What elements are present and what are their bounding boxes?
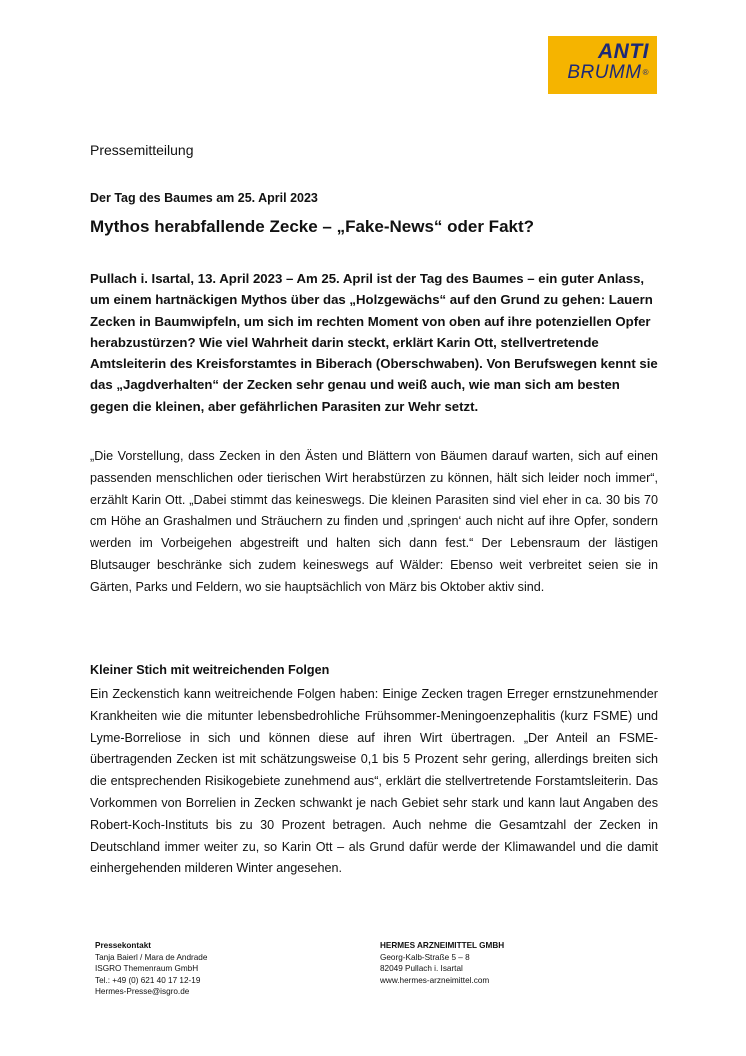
body-paragraph-1: „Die Vorstellung, dass Zecken in den Ästen und Blättern von Bäumen darauf warten, sich auf einen passenden menschlichen oder tierischen Wirt herabstürzen zu können, hält sich leider noch immer“, erzählt Karin Ott. „Dabei stimmt das keineswegs. Die kleinen Parasiten sind viel eher in ca. 30 bis 70 cm Höhe an Grashalmen und Sträuchern zu finden und ‚springen‘ auch nicht auf ihre Opfer, sondern werden im Vorbeigehen abgestreift und halten sich dann fest.“ Der Lebensraum der lästigen Blutsauger beschränke sich zudem keineswegs auf Wälder: Ebenso weit verbreitet seien sie in Gärten, Parks und Feldern, wo sie hauptsächlich von März bis Oktober aktiv sind. — [90, 449, 658, 594]
document-type: Pressemitteilung — [90, 142, 194, 158]
headline: Mythos herabfallende Zecke – „Fake-News“ oder Fakt? — [90, 217, 535, 236]
press-contact — [95, 940, 207, 998]
contact-email: Hermes-Presse@isgro.de — [95, 987, 190, 997]
antibrumm-logo — [548, 36, 657, 94]
contact-name: Tanja Baierl / Mara de Andrade — [95, 952, 208, 962]
logo-line-2 — [548, 63, 649, 83]
contact-phone: Tel.: +49 (0) 621 40 17 12-19 — [95, 975, 201, 985]
company-info — [380, 940, 504, 986]
company-city: 82049 Pullach i. Isartal — [380, 964, 463, 974]
logo-brand: BRUMM — [567, 62, 642, 83]
logo-line-1: ANTI — [598, 40, 649, 63]
body-paragraph-2: Ein Zeckenstich kann weitreichende Folgen haben: Einige Zecken tragen Erreger ernstzunehmender Krankheiten wie die mitunter lebensbedrohliche Frühsommer-Meningoenzephalitis (kurz FSME) und Lyme-Borreliose in sich und können diese auf ihren Wirt übertragen. „Der Anteil an FSME-übertragenden Zecken ist mit schätzungsweise 0,1 bis 5 Prozent sehr gering, allerdings breiten sich die entsprechenden Risikogebiete zunehmend aus“, erklärt die stellvertretende Forstamtsleiterin. Das Vorkommen von Borrelien in Zecken schwankt je nach Gebiet sehr stark und kann laut Angaben des Robert-Koch-Instituts bis zu 30 Prozent betragen. Auch nehme die Gesamtzahl der Zecken in Deutschland immer weiter zu, so Karin Ott – als Grund dafür werde der Klimawandel und die damit einhergehenden milderen Winter angesehen. — [90, 687, 658, 876]
lead-paragraph: Pullach i. Isartal, 13. April 2023 – Am 25. April ist der Tag des Baumes – ein guter Anlass, um einem hartnäckigen Mythos über das „Holzgewächs“ auf den Grund zu gehen: Lauern Zecken in Baumwipfeln, um sich im rechten Moment von oben auf ihre potenziellen Opfer herabzustürzen? Wie viel Wahrheit darin steckt, erklärt Karin Ott, stellvertretende Amtsleiterin des Kreisforstamtes in Biberach (Oberschwaben). Von Berufswegen kennt sie das „Jagdverhalten“ der Zecken sehr genau und weiß auch, wie man sich am besten gegen die kleinen, aber gefährlichen Parasiten zur Wehr setzt. — [90, 271, 658, 414]
subheading: Kleiner Stich mit weitreichenden Folgen — [90, 663, 330, 677]
kicker: Der Tag des Baumes am 25. April 2023 — [90, 191, 318, 205]
company-street: Georg-Kalb-Straße 5 – 8 — [380, 952, 470, 962]
contact-title: Pressekontakt — [95, 941, 151, 950]
company-name: HERMES ARZNEIMITTEL GMBH — [380, 941, 505, 950]
registered-mark: ® — [642, 68, 649, 77]
company-web: www.hermes-arzneimittel.com — [380, 975, 490, 985]
contact-org: ISGRO Themenraum GmbH — [95, 964, 199, 974]
